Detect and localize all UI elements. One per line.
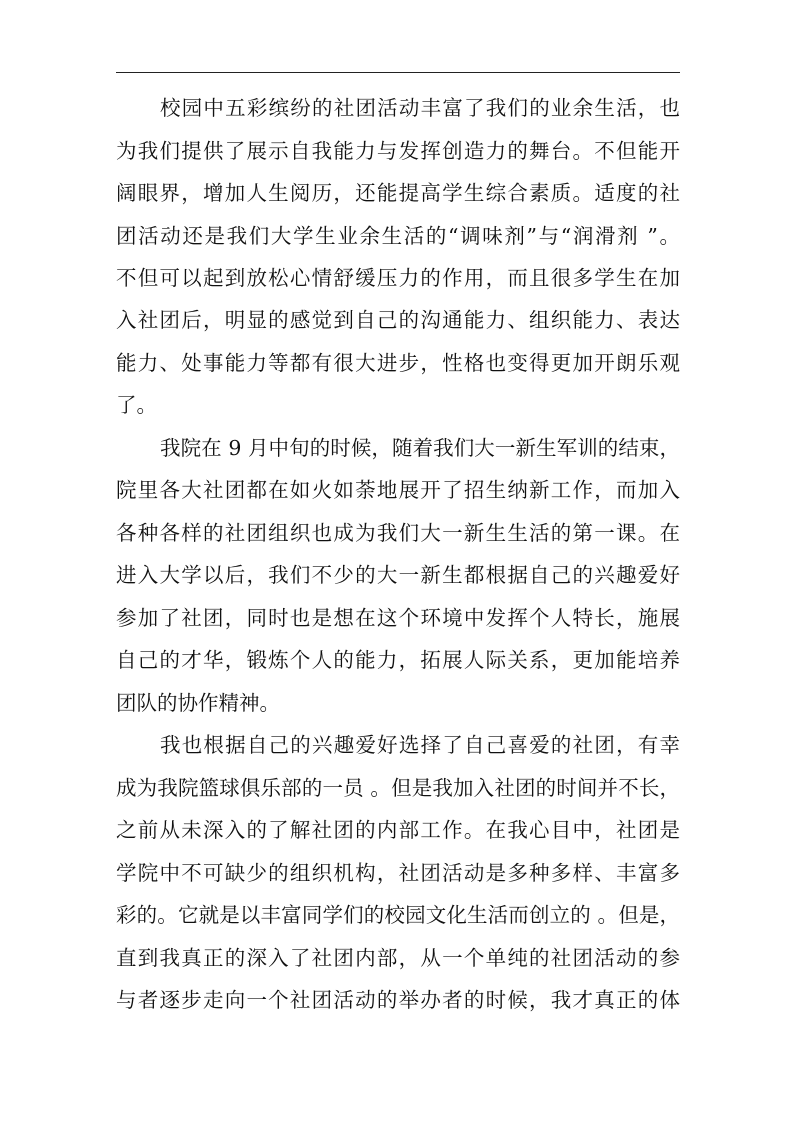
paragraph-2-line-7: 团队的协作精神。 <box>116 691 280 715</box>
paragraph-3-line-6: 直到我真正的深入了社团内部，从一个单纯的社团活动的参 <box>116 946 680 970</box>
paragraph-2-line-1: 我院在 9 月中旬的时候，随着我们大一新生军训的结束， <box>160 436 680 460</box>
paragraph-1-line-3: 阔眼界，增加人生阅历，还能提高学生综合素质。适度的社 <box>116 181 680 205</box>
paragraph-3-line-5: 彩的。它就是以丰富同学们的校园文化生活而创立的 。但是， <box>116 903 680 927</box>
paragraph-3-line-2: 成为我院篮球俱乐部的一员 。但是我加入社团的时间并不长， <box>116 776 680 800</box>
paragraph-3-line-7: 与者逐步走向一个社团活动的举办者的时候，我才真正的体 <box>116 988 680 1012</box>
paragraph-1-line-2: 为我们提供了展示自我能力与发挥创造力的舞台。不但能开 <box>116 139 680 163</box>
paragraph-1-line-6: 入社团后，明显的感觉到自己的沟通能力、组织能力、表达 <box>116 308 680 332</box>
paragraph-1-line-8: 了。 <box>116 393 157 417</box>
paragraph-1-line-1: 校园中五彩缤纷的社团活动丰富了我们的业余生活，也 <box>160 96 680 120</box>
paragraph-1-line-4: 团活动还是我们大学生业余生活的“调味剂”与“润滑剂 ”。 <box>116 224 680 248</box>
paragraph-2-line-6: 自己的才华，锻炼个人的能力，拓展人际关系，更加能培养 <box>116 648 680 672</box>
paragraph-3-line-4: 学院中不可缺少的组织机构，社团活动是多种多样、丰富多 <box>116 861 680 885</box>
paragraph-3-line-3: 之前从未深入的了解社团的内部工作。在我心目中，社团是 <box>116 818 680 842</box>
paragraph-2-line-4: 进入大学以后，我们不少的大一新生都根据自己的兴趣爱好 <box>116 563 680 587</box>
paragraph-1-line-7: 能力、处事能力等都有很大进步，性格也变得更加开朗乐观 <box>116 351 680 375</box>
paragraph-3-line-1: 我也根据自己的兴趣爱好选择了自己喜爱的社团，有幸 <box>160 733 680 757</box>
paragraph-2-line-2: 院里各大社团都在如火如荼地展开了招生纳新工作，而加入 <box>116 478 680 502</box>
paragraph-2-line-3: 各种各样的社团组织也成为我们大一新生生活的第一课。在 <box>116 521 680 545</box>
paragraph-2-line-5: 参加了社团，同时也是想在这个环境中发挥个人特长，施展 <box>116 606 680 630</box>
paragraph-1-line-5: 不但可以起到放松心情舒缓压力的作用，而且很多学生在加 <box>116 266 680 290</box>
